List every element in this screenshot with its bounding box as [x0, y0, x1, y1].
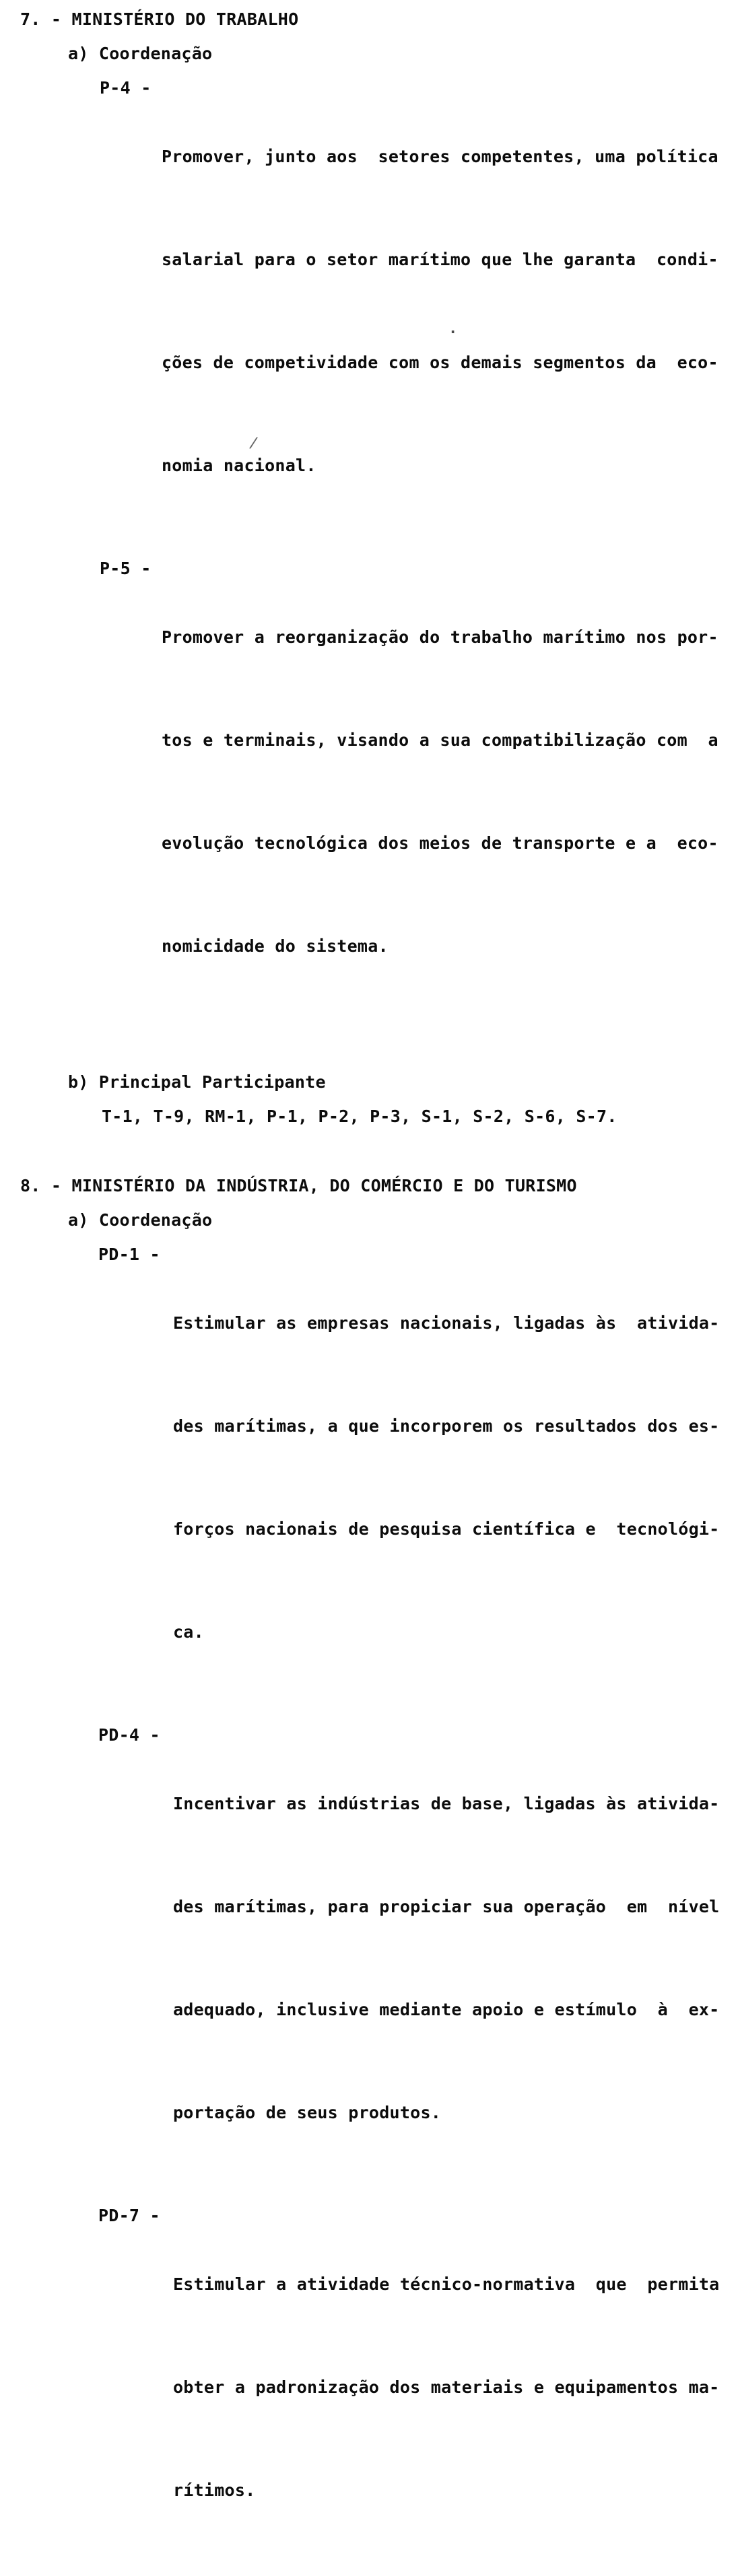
text-line: obter a padronização dos materiais e equipamentos ma- [173, 2377, 720, 2397]
item-code-pd1: PD-1 - [98, 1245, 160, 1264]
objective-item-p5 [100, 551, 738, 1032]
item-code-pd7: PD-7 - [98, 2206, 160, 2225]
item-body-p5 [162, 551, 718, 1032]
section-7-subheader-a: a) Coordenação [68, 44, 213, 63]
scan-artifact-dot: . [448, 320, 458, 337]
text-line: salarial para o setor marítimo que lhe garanta condi- [162, 250, 718, 269]
objective-item-pd4 [98, 1718, 738, 2198]
objective-item-pd7 [98, 2198, 738, 2576]
text-line: tos e terminais, visando a sua compatibilização com a [162, 730, 718, 750]
item-body-pd1 [173, 1237, 720, 1718]
objective-item-pd1 [98, 1237, 738, 1718]
text-line: ções de competividade com os demais segmentos da eco- [162, 353, 718, 372]
item-body-p4 [162, 71, 718, 551]
text-line: Estimular a atividade técnico-normativa que permita [173, 2274, 720, 2294]
text-line: portação de seus produtos. [173, 2103, 442, 2122]
item-code-p4: P-4 - [100, 78, 152, 98]
item-body-pd4 [173, 1718, 720, 2198]
participants-list: T-1, T-9, RM-1, P-1, P-2, P-3, S-1, S-2, S-6, S-7. [102, 1107, 617, 1126]
text-line: rítimos. [173, 2480, 256, 2500]
text-line: Estimular as empresas nacionais, ligadas às ativida- [173, 1313, 720, 1333]
text-line: forços nacionais de pesquisa científica e tecnológi- [173, 1519, 720, 1539]
item-body-pd7 [173, 2198, 720, 2576]
text-line: Incentivar as indústrias de base, ligadas às ativida- [173, 1794, 720, 1813]
text-line: evolução tecnológica dos meios de transporte e a eco- [162, 833, 718, 853]
text-line: ca. [173, 1622, 204, 1642]
text-line: des marítimas, a que incorporem os resultados dos es- [173, 1416, 720, 1436]
text-line: nomia nacional. [162, 456, 316, 475]
objective-item-p4 [100, 71, 738, 551]
scan-artifact-slash: / [248, 434, 259, 452]
text-line: adequado, inclusive mediante apoio e estímulo à ex- [173, 2000, 720, 2019]
section-7-subheader-b: b) Principal Participante [68, 1072, 326, 1092]
text-line: Promover a reorganização do trabalho marítimo nos por- [162, 627, 718, 647]
item-code-pd4: PD-4 - [98, 1725, 160, 1745]
item-code-p5: P-5 - [100, 559, 152, 578]
text-line: des marítimas, para propiciar sua operação em nível [173, 1897, 720, 1916]
section-8-subheader-a: a) Coordenação [68, 1210, 213, 1230]
text-line: Promover, junto aos setores competentes, uma política [162, 147, 718, 166]
section-7-heading: 7. - MINISTÉRIO DO TRABALHO [20, 9, 299, 29]
text-line: nomicidade do sistema. [162, 936, 389, 956]
section-8-heading: 8. - MINISTÉRIO DA INDÚSTRIA, DO COMÉRCIO E DO TURISMO [20, 1176, 577, 1195]
